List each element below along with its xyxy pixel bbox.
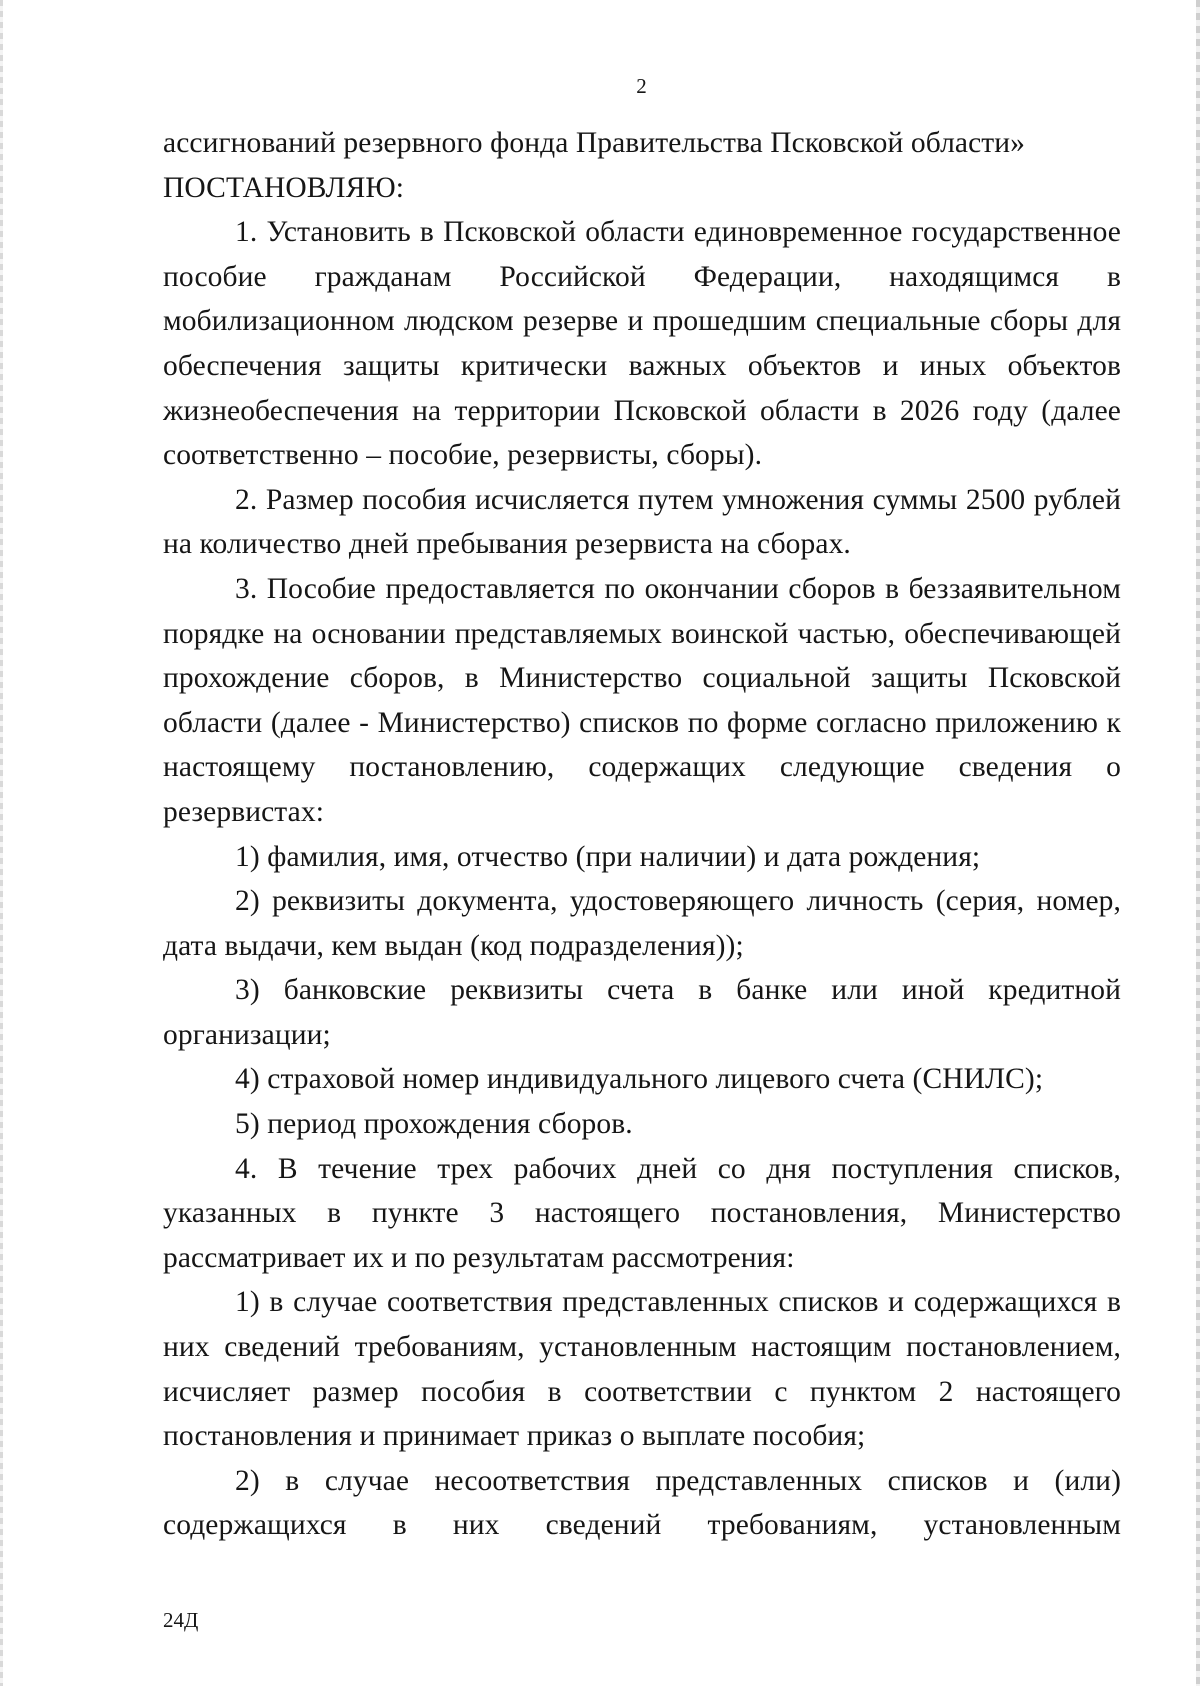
list-item-4-2: 2) в случае несоответствия представленных списков и (или) содержащихся в них сведений требованиям, установленным (163, 1464, 1121, 1542)
list-item-3-2: 2) реквизиты документа, удостоверяющего личность (серия, номер, дата выдачи, кем выдан (код подразделения)); (163, 885, 1121, 962)
list-item-3-3: 3) банковские реквизиты счета в банке или иной кредитной организации; (163, 974, 1121, 1051)
list-item-3-4: 4) страховой номер индивидуального лицевого счета (СНИЛС); (235, 1063, 1044, 1096)
paragraph-item-2: 2. Размер пособия исчисляется путем умножения суммы 2500 рублей на количество дней пребывания резервиста на сборах. (163, 483, 1121, 561)
paragraph-decree: ПОСТАНОВЛЯЮ: (163, 171, 405, 204)
paragraph-item-1: 1. Установить в Псковской области единовременное государственное пособие гражданам Российской Федерации, находящимся в мобилизационном людском резерве и прошедшим специальные сборы для обеспечения защиты критически важных объектов и иных объектов жизнеобеспечения на территории Псковской области в 2026 году (далее соответственно – пособие, резервисты, сборы). (163, 216, 1121, 472)
paragraph-item-3: 3. Пособие предоставляется по окончании сборов в беззаявительном порядке на основании представляемых воинской частью, обеспечивающей прохождение сборов, в Министерство социальной защиты Псковской области (далее - Министерство) списков по форме согласно приложению к настоящему постановлению, содержащих следующие сведения о резервистах: (163, 572, 1121, 828)
list-item-3-5: 5) период прохождения сборов. (235, 1108, 633, 1141)
paragraph-preamble-end: ассигнований резервного фонда Правительства Псковской области» (163, 127, 1026, 159)
document-body (163, 121, 1121, 1548)
page-number: 2 (636, 74, 647, 98)
footer-code: 24Д (163, 1608, 199, 1632)
list-item-4-1: 1) в случае соответствия представленных списков и содержащихся в них сведений требованиям, установленным настоящим постановлением, исчисляет размер пособия в соответствии с пунктом 2 настоящего постановления и принимает приказ о выплате пособия; (163, 1286, 1121, 1453)
list-item-3-1: 1) фамилия, имя, отчество (при наличии) и дата рождения; (235, 840, 981, 873)
scan-edge-right (1196, 0, 1200, 1686)
scan-edge-left (0, 0, 3, 1686)
paragraph-item-4: 4. В течение трех рабочих дней со дня поступления списков, указанных в пункте 3 настоящего постановления, Министерство рассматривает их и по результатам рассмотрения: (163, 1152, 1121, 1274)
